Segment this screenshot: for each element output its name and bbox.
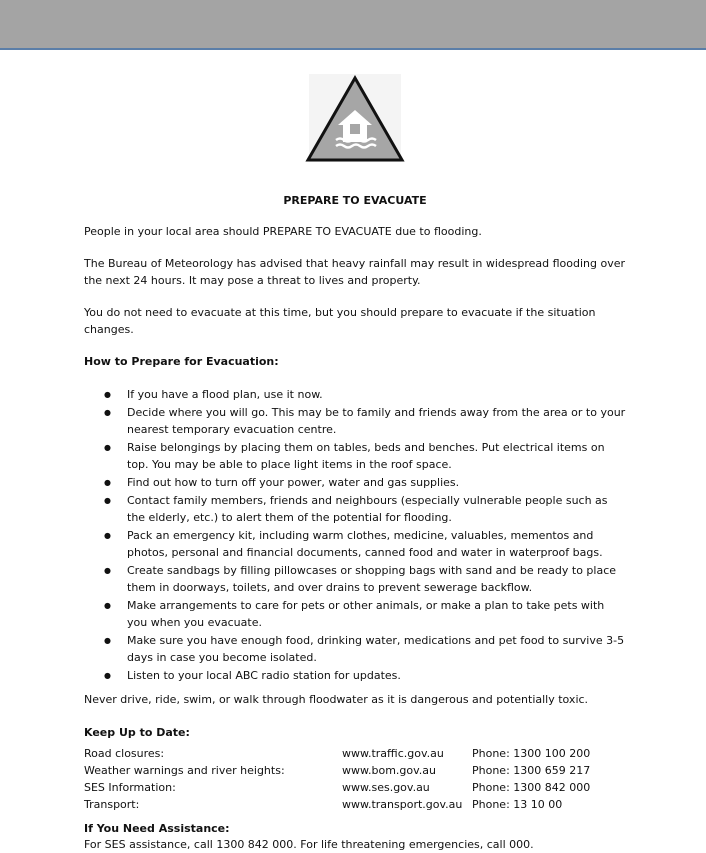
table-row	[84, 796, 602, 813]
contact-website[interactable]: www.traffic.gov.au	[342, 747, 444, 760]
contacts-table	[84, 745, 602, 813]
contact-phone: Phone: 1300 842 000	[472, 781, 591, 794]
prepare-heading: How to Prepare for Evacuation:	[84, 355, 279, 368]
document-toolbar	[0, 0, 706, 48]
table-row	[84, 779, 602, 796]
toolbar-divider	[0, 48, 706, 50]
list-item: ● Make sure you have enough food, drinking water, medications and pet food to survive 3-5 days in case you become isolated.	[84, 632, 627, 666]
list-item: ● Raise belongings by placing them on tables, beds and benches. Put electrical items on top. You may be able to place light items in the roof space.	[84, 439, 627, 473]
contact-topic: Road closures:	[84, 747, 165, 760]
contact-website[interactable]: www.ses.gov.au	[342, 781, 430, 794]
list-item: ● Create sandbags by filling pillowcases or shopping bags with sand and be ready to place them in doorways, toilets, and over drains to prevent sewerage backflow.	[84, 562, 627, 596]
table-row	[84, 745, 602, 762]
assistance-paragraph: For SES assistance, call 1300 842 000. For life threatening emergencies, call 000.	[84, 838, 534, 851]
contact-website[interactable]: www.bom.gov.au	[342, 764, 436, 777]
list-item: ● Find out how to turn off your power, water and gas supplies.	[84, 474, 627, 491]
flood-house-warning-icon	[305, 72, 405, 164]
contact-topic: SES Information:	[84, 781, 176, 794]
contact-phone: Phone: 13 10 00	[472, 798, 563, 811]
contact-phone: Phone: 1300 100 200	[472, 747, 591, 760]
list-item: ● Make arrangements to care for pets or other animals, or make a plan to take pets with you when you evacuate.	[84, 597, 627, 631]
contact-website[interactable]: www.transport.gov.au	[342, 798, 463, 811]
floodwater-warning: Never drive, ride, swim, or walk through floodwater as it is dangerous and potentially toxic.	[84, 693, 589, 706]
page-title: PREPARE TO EVACUATE	[283, 194, 427, 207]
list-item: ● Pack an emergency kit, including warm clothes, medicine, valuables, mementos and photos, personal and financial documents, canned food and water in waterproof bags.	[84, 527, 627, 561]
list-item: ● Listen to your local ABC radio station for updates.	[84, 667, 627, 684]
keep-up-heading: Keep Up to Date:	[84, 726, 190, 739]
bom-notice-paragraph: The Bureau of Meteorology has advised that heavy rainfall may result in widespread flooding over the next 24 hours. It may pose a threat to lives and property.	[84, 257, 626, 287]
contact-topic: Weather warnings and river heights:	[84, 764, 285, 777]
contact-phone: Phone: 1300 659 217	[472, 764, 591, 777]
contact-topic: Transport:	[84, 798, 140, 811]
assistance-heading: If You Need Assistance:	[84, 822, 230, 835]
preparation-steps-list	[84, 386, 644, 685]
table-row	[84, 762, 602, 779]
list-item: ● Contact family members, friends and neighbours (especially vulnerable people such as the elderly, etc.) to alert them of the potential for flooding.	[84, 492, 627, 526]
list-item: ● If you have a flood plan, use it now.	[84, 386, 627, 403]
list-item: ● Decide where you will go. This may be to family and friends away from the area or to your nearest temporary evacuation centre.	[84, 404, 627, 438]
not-now-paragraph: You do not need to evacuate at this time, but you should prepare to evacuate if the situation changes.	[84, 306, 596, 336]
intro-paragraph: People in your local area should PREPARE TO EVACUATE due to flooding.	[84, 225, 482, 238]
